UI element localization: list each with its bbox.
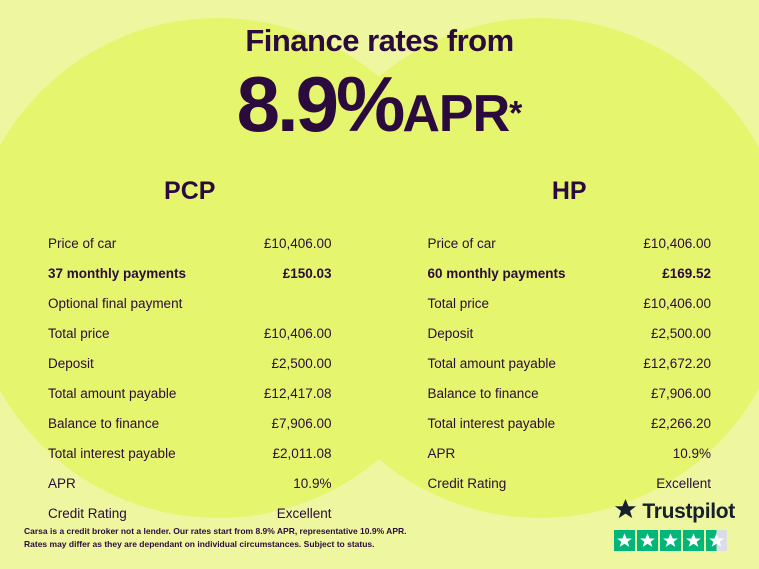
- trustpilot-wordmark: Trustpilot: [642, 500, 735, 523]
- row-value: £7,906.00: [650, 385, 711, 401]
- row-label: 37 monthly payments: [48, 265, 187, 281]
- column-title-hp: HP: [551, 177, 587, 205]
- row-label: Deposit: [427, 325, 474, 341]
- row-label: Price of car: [48, 235, 117, 251]
- finance-column-pcp: [0, 177, 380, 528]
- row-label: Optional final payment: [48, 295, 183, 311]
- row-label: Total amount payable: [48, 385, 177, 401]
- row-value: £10,406.00: [643, 235, 711, 251]
- table-row: [420, 288, 720, 318]
- table-row: [40, 408, 340, 438]
- table-row: [40, 378, 340, 408]
- table-row: [40, 228, 340, 258]
- table-row: [420, 378, 720, 408]
- row-value: £10,406.00: [263, 325, 332, 341]
- row-value: £169.52: [662, 265, 711, 281]
- row-label: Total amount payable: [427, 355, 556, 371]
- row-label: Credit Rating: [427, 475, 507, 491]
- trustpilot-stars: [614, 530, 735, 551]
- row-value: £7,906.00: [271, 415, 332, 431]
- table-row: [420, 408, 720, 438]
- finance-columns: [0, 177, 759, 528]
- star-icon: [660, 530, 681, 551]
- finance-column-hp: [380, 177, 759, 528]
- table-row: [40, 288, 340, 318]
- disclaimer-line-1: Carsa is a credit broker not a lender. Our rates start from 8.9% APR, representative 10.9% APR.: [24, 525, 407, 536]
- rate-value: 8.9%: [236, 60, 403, 148]
- column-title-pcp: PCP: [164, 177, 216, 205]
- row-value: £2,266.20: [650, 415, 711, 431]
- star-icon: [683, 530, 704, 551]
- trustpilot-logo: [614, 498, 735, 526]
- row-label: Balance to finance: [48, 415, 160, 431]
- row-label: Total price: [427, 295, 490, 311]
- row-value: £2,500.00: [271, 355, 332, 371]
- row-value: 10.9%: [293, 475, 332, 491]
- row-label: Price of car: [427, 235, 496, 251]
- star-icon: [614, 530, 635, 551]
- rate-asterisk: *: [509, 94, 523, 133]
- footer: [0, 498, 759, 569]
- table-row: [420, 438, 720, 468]
- star-half-icon: [706, 530, 727, 551]
- disclaimer-text: [24, 525, 407, 551]
- row-label: Balance to finance: [427, 385, 539, 401]
- table-row: [420, 228, 720, 258]
- table-row: [40, 468, 340, 498]
- disclaimer-line-2: Rates may differ as they are dependant on individual circumstances. Subject to status.: [24, 538, 375, 549]
- row-value: Excellent: [656, 475, 711, 491]
- row-label: Total interest payable: [48, 445, 176, 461]
- row-value: £10,406.00: [643, 295, 711, 311]
- row-label: Credit Rating: [48, 505, 127, 521]
- table-row: [420, 468, 720, 498]
- table-row: [40, 258, 340, 288]
- row-value: £2,500.00: [650, 325, 711, 341]
- headline-rate: [0, 60, 759, 148]
- page-title: Finance rates from: [245, 23, 514, 58]
- row-value: £150.03: [282, 265, 332, 281]
- row-label: Total interest payable: [427, 415, 556, 431]
- table-row: [420, 348, 720, 378]
- row-value: £12,672.20: [643, 355, 711, 371]
- row-value: £12,417.08: [263, 385, 332, 401]
- row-label: Total price: [48, 325, 110, 341]
- row-value: 10.9%: [672, 445, 711, 461]
- table-row: [420, 318, 720, 348]
- rate-unit: APR: [402, 85, 510, 143]
- trustpilot-star-icon: [614, 498, 637, 526]
- table-row: [40, 318, 340, 348]
- row-value: Excellent: [276, 505, 332, 521]
- table-row: [40, 348, 340, 378]
- row-value: £2,011.08: [272, 445, 332, 461]
- row-label: APR: [48, 475, 76, 491]
- star-icon: [637, 530, 658, 551]
- row-value: £10,406.00: [263, 235, 332, 251]
- table-row: [40, 438, 340, 468]
- row-label: Deposit: [48, 355, 94, 371]
- row-label: 60 monthly payments: [427, 265, 566, 281]
- table-row: [420, 258, 720, 288]
- row-label: APR: [427, 445, 456, 461]
- trustpilot-rating: [614, 498, 735, 551]
